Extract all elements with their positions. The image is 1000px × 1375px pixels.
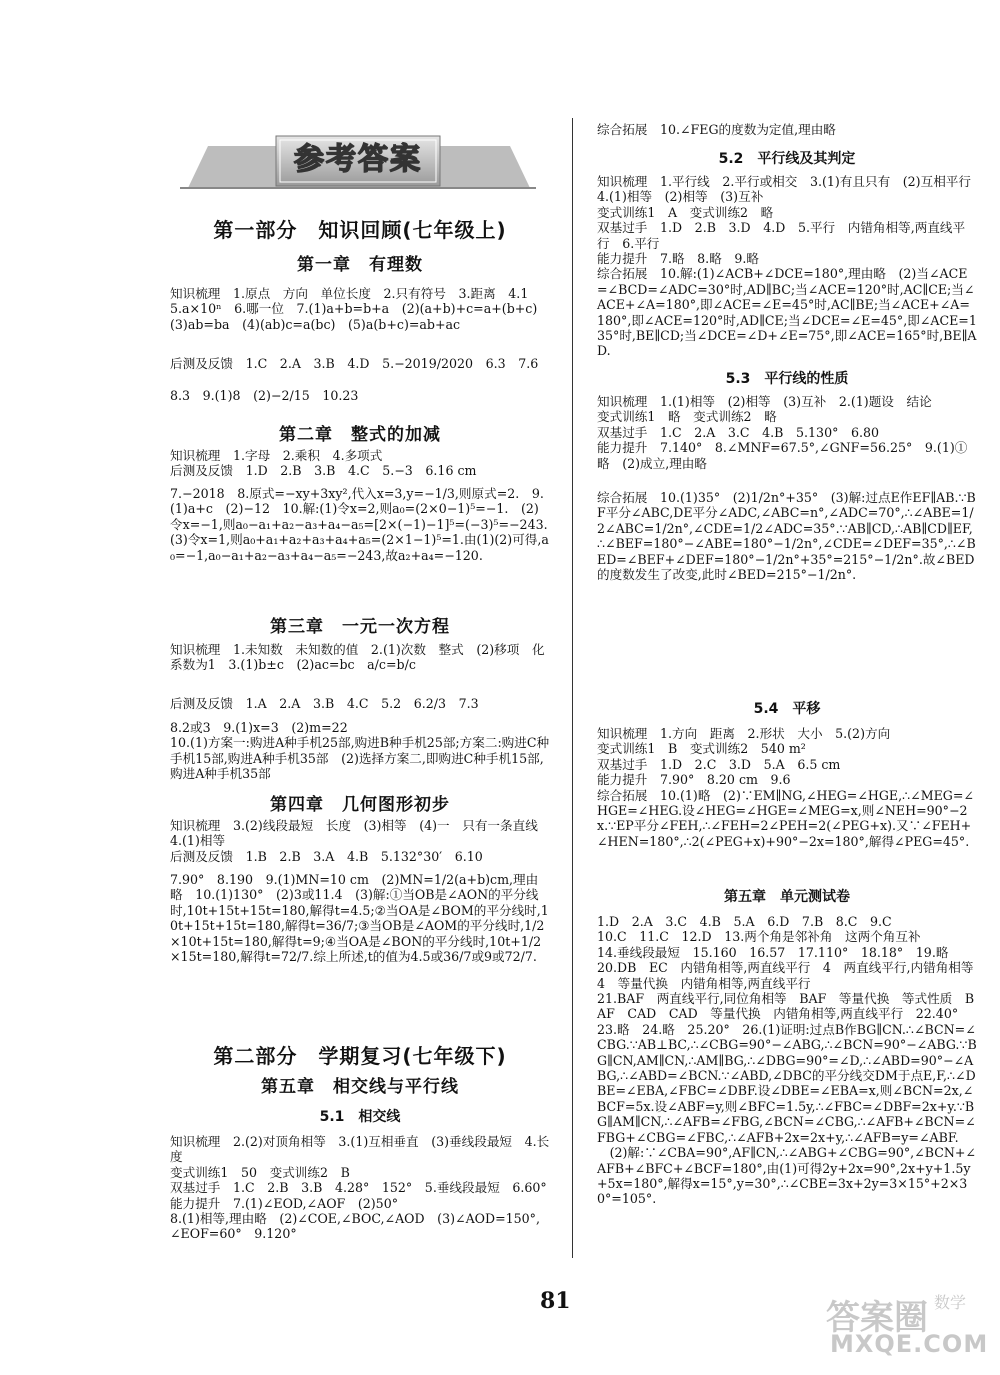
chapter3-title: 第三章 一元一次方程: [270, 617, 450, 637]
section-5-2-answers: 知识梳理 1.平行线 2.平行或相交 3.(1)有且只有 (2)互相平行 4.(1)相等 (2)相等 (3)互补 变式训练1 A 变式训练2 略 双基过手 1.D 2.B 3.D 4.D 5.平行 内错角相等,两直线平行 6.平行 能力提升 7.略 8.略 9.略 综合拓展 10.解:(1)∠ACB+∠DCE=180°,理由略 (2)当∠ACE=∠BCD=∠ADC=30°时,AD∥BC;当∠ACE=120°时,AC∥CE;当∠ACE+∠A=180°,即∠ACE=∠E=45°时,AC∥BE;当∠ACE+∠A=180°,即∠ACE=120°时,AD∥CE;当∠DCE=∠E=45°,即∠ACE=135°时,BE∥CD;当∠DCE=∠D+∠E=75°,即∠ACE=165°时,BE∥AD.: [597, 174, 977, 359]
chapter4-title: 第四章 几何图形初步: [270, 795, 450, 815]
unit-test-title: 第五章 单元测试卷: [724, 889, 850, 905]
ch1-feedback: 后测及反馈 1.C 2.A 3.B 4.D 5.−2019/2020 6.3 7.6: [170, 356, 539, 371]
ch3-knowledge: 知识梳理 1.未知数 未知数的值 2.(1)次数 整式 (2)移项 化系数为1 3.(1)b±c (2)ac=bc a/c=b/c: [170, 642, 545, 673]
ch2-answers: 7.−2018 8.原式=−xy+3xy²,代入x=3,y=−1/3,则原式=2. 9.(1)a+c (2)−12 10.解:(1)令x=2,则a₀=(2×0−1)⁵=−1. (2)令x=−1,则a₀−a₁+a₂−a₃+a₄−a₅=[2×(−1)−1]⁵=(−3)⁵=−243. (3)令x=1,则a₀+a₁+a₂+a₃+a₄+a₅=(2×1−1)⁵=1.由(1)(2)可得,a₀=−1,a₀−a₁+a₂−a₃+a₄−a₅=−243,故a₂+a₄=−120.: [170, 486, 561, 563]
part1-title: 第一部分 知识回顾(七年级上): [213, 218, 507, 242]
watermark-logo: [826, 1290, 989, 1360]
section-5-4-title: 5.4 平移: [753, 701, 821, 717]
chapter2-title: 第二章 整式的加减: [279, 425, 441, 445]
answer-banner: [180, 132, 536, 190]
ch4-answers: 7.90° 8.190 9.(1)MN=10 cm (2)MN=1/2(a+b)cm,理由略 10.(1)130° (2)3或11.4 (3)解:①当OB是∠AON的平分线时,10t+15t+15t=180,解得t=4.5;②当OA是∠BOM的平分线时,10t+15t+15t=180,解得t=36/7;③当OB是∠AOM的平分线时,1/2×10t+15t=180,解得t=9;④当OA是∠BON的平分线时,10t+1/2×15t=180,解得t=72/7.综上所述,t的值为4.5或36/7或9或72/7.: [170, 872, 549, 965]
section-5-3-answers: 知识梳理 1.(1)相等 (2)相等 (3)互补 2.(1)题设 结论 变式训练1 略 变式训练2 略 双基过手 1.C 2.A 3.C 4.B 5.130° 6.80 能力提升 7.140° 8.∠MNF=67.5°,∠GNF=56.25° 9.(1)①略 (2)成立,理由略: [597, 394, 968, 471]
column-divider: [572, 118, 573, 1258]
chapter5-title: 第五章 相交线与平行线: [261, 1077, 459, 1097]
page-number: 81: [540, 1288, 571, 1314]
watermark-main: 答案圈: [826, 1298, 928, 1338]
ch1-feedback-cont: 8.3 9.(1)8 (2)−2/15 10.23: [170, 388, 359, 403]
ch4-knowledge: 知识梳理 3.(2)线段最短 长度 (3)相等 (4)一 只有一条直线 4.(1)相等 后测及反馈 1.B 2.B 3.A 4.B 5.132°30′ 6.10: [170, 818, 538, 864]
ch3-feedback: 后测及反馈 1.A 2.A 3.B 4.C 5.2 6.2/3 7.3: [170, 696, 479, 711]
integrated-extension: 综合拓展 10.∠FEG的度数为定值,理由略: [597, 122, 836, 137]
part2-title: 第二部分 学期复习(七年级下): [213, 1044, 507, 1068]
section-5-3-extension: 综合拓展 10.(1)35° (2)1/2n°+35° (3)解:过点E作EF∥AB.∵BF平分∠ABC,DE平分∠ADC,∠ABC=n°,∠ADC=70°,∴∠ABE=1/2∠ABC=1/2n°,∠CDE=1/2∠ADC=35°.∵AB∥CD,∴AB∥CD∥EF,∴∠BEF=180°−∠ABE=180°−1/2n°,∠CDE=∠DEF=35°,∴∠BED=∠BEF+∠DEF=180°−1/2n°+35°=215°−1/2n°.故∠BED的度数发生了改变,此时∠BED=215°−1/2n°.: [597, 490, 976, 583]
section-5-1-answers: 知识梳理 2.(2)对顶角相等 3.(1)互相垂直 (3)垂线段最短 4.长度 变式训练1 50 变式训练2 B 双基过手 1.C 2.B 3.B 4.28° 152° 5.垂线段最短 6.60° 能力提升 7.(1)∠EOD,∠AOF (2)50° 8.(1)相等,理由略 (2)∠COE,∠BOC,∠AOD (3)∠AOD=150°,∠EOF=60° 9.120°: [170, 1134, 550, 1242]
unit-test-answers: 1.D 2.A 3.C 4.B 5.A 6.D 7.B 8.C 9.C 10.C 11.C 12.D 13.两个角是邻补角 这两个角互补 14.垂线段最短 15.160 16.57 17.110° 18.18° 19.略 20.DB EC 内错角相等,两直线平行 4 两直线平行,内错角相等 4 等量代换 内错角相等,两直线平行 21.BAF 两直线平行,同位角相等 BAF 等量代换 等式性质 BAF CAD CAD 等量代换 内错角相等,两直线平行 22.40° 23.略 24.略 25.20° 26.(1)证明:过点B作BG∥CN.∴∠BCN=∠CBG.∵AB⊥BC,∴∠CBG=90°−∠ABG,∴∠BCN=90°−∠ABG.∵BG∥CN,AM∥CN,∴AM∥BG,∴∠DBG=90°=∠D,∴∠ABD=90°−∠ABG,∴∠ABD=∠BCN.∵∠ABD,∠DBC的平分线交DM于点E,F,∴∠DBE=∠EBA,∠FBC=∠DBF.设∠DBE=∠EBA=x,则∠BCN=2x,∠BCF=5x.设∠ABF=y,则∠BFC=1.5y,∴∠FBC=∠DBF=2x+y.∵BG∥AM∥CN,∴∠AFB=∠FBG,∠BCN=∠CBG,∴∠AFB+∠BCN=∠FBG+∠CBG=∠FBC,∴∠AFB+2x=2x+y,∴∠AFB=y=∠ABF. (2)解:∵∠CBA=90°,AF∥CN,∴∠ABG+∠CBG=90°,∠BCN+∠AFB+∠BFC+∠BCF=180°,由(1)可得2y+2x=90°,2x+y+1.5y+5x=180°,解得x=15°,y=30°,∴∠CBE=3x+2y=3×15°+2×30°=105°.: [597, 914, 977, 1207]
section-5-1-title: 5.1 相交线: [319, 1109, 401, 1125]
watermark-url: MXQE.COM: [830, 1330, 989, 1358]
ch1-knowledge: 知识梳理 1.原点 方向 单位长度 2.只有符号 3.距离 4.1 5.a×10ⁿ 6.哪一位 7.(1)a+b=b+a (2)(a+b)+c=a+(b+c) (3)ab=ba (4)(ab)c=a(bc) (5)a(b+c)=ab+ac: [170, 286, 550, 332]
section-5-2-title: 5.2 平行线及其判定: [718, 151, 856, 167]
ch2-knowledge: 知识梳理 1.字母 2.乘积 4.多项式 后测及反馈 1.D 2.B 3.B 4.C 5.−3 6.16 cm: [170, 448, 477, 479]
chapter1-title: 第一章 有理数: [297, 255, 423, 275]
section-5-3-title: 5.3 平行线的性质: [725, 371, 849, 387]
ch3-answers: 8.2或3 9.(1)x=3 (2)m=22 10.(1)方案一:购进A种手机25部,购进B种手机25部;方案二:购进C种手机15部,购进A种手机35部 (2)选择方案二,即购进C种手机15部,购进A种手机35部: [170, 720, 550, 782]
watermark-subject: 数学: [934, 1293, 967, 1312]
section-5-4-answers: 知识梳理 1.方向 距离 2.形状 大小 5.(2)方向 变式训练1 B 变式训练2 540 m² 双基过手 1.D 2.C 3.D 5.A 6.5 cm 能力提升 7.90° 8.20 cm 9.6 综合拓展 10.(1)略 (2)∵EM∥NG,∠HEG=∠HGE,∴∠MEG=∠HGE=∠HEG.设∠HEG=∠HGE=∠MEG=x,则∠NEH=90°−2x.∵EP平分∠FEH,∴∠FEH=2∠PEH=2(∠PEG+x).又∵∠FEH+∠HEN=180°,∴2(∠PEG+x)+90°−2x=180°,解得∠PEG=45°.: [597, 726, 974, 849]
banner-title: 参考答案: [294, 142, 422, 177]
